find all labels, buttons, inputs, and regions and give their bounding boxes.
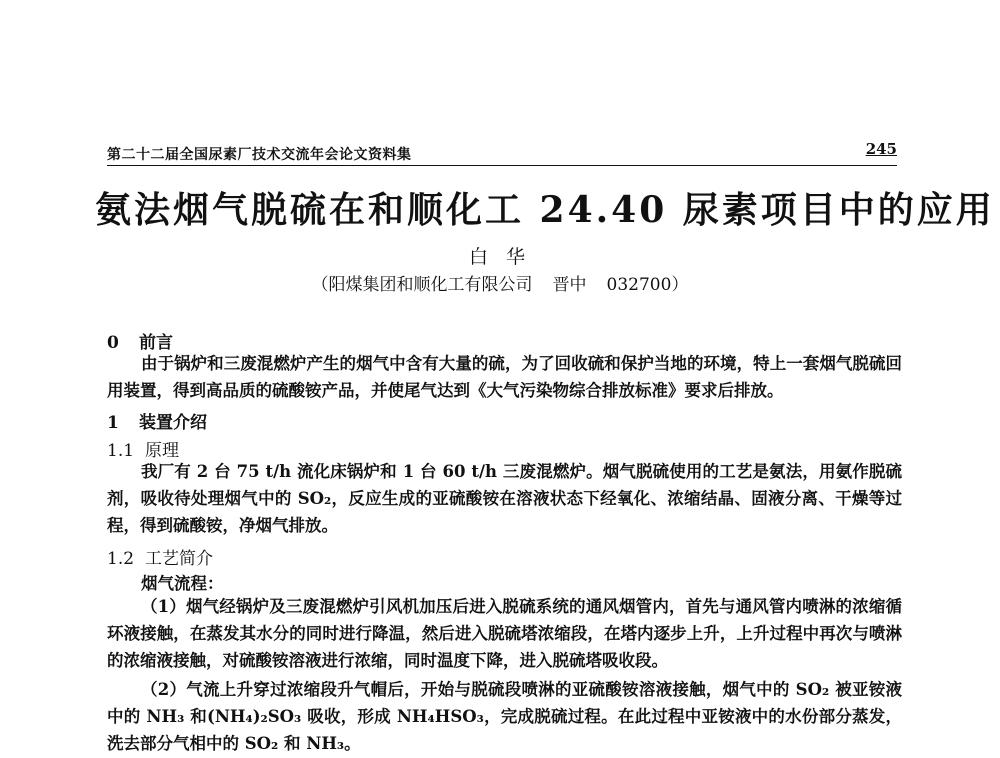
- section-number: 1.2: [107, 549, 135, 569]
- paragraph-step-1: [107, 593, 902, 674]
- section-title: 工艺简介: [145, 549, 213, 569]
- page-number: 245: [865, 140, 897, 158]
- paragraph-step-2: [107, 676, 902, 757]
- affiliation: [0, 270, 1000, 295]
- section-number: 1: [107, 413, 119, 433]
- flow-label: 烟气流程：: [141, 574, 224, 593]
- affiliation-postcode: 032700）: [606, 275, 689, 295]
- proceedings-title: 第二十二届全国尿素厂技术交流年会论文资料集: [107, 147, 412, 163]
- paragraph-text: （1）烟气经锅炉及三废混燃炉引风机加压后进入脱硫系统的通风烟管内，首先与通风管内喷淋的浓缩循环液接触，在蒸发其水分的同时进行降温，然后进入脱硫塔浓缩段，在塔内逐步上升，上升过程中再次与喷淋的浓缩液接触，对硫酸铵溶液进行浓缩，同时温度下降，进入脱硫塔吸收段。: [107, 597, 902, 670]
- section-title: 原理: [145, 441, 179, 461]
- section-number: 1.1: [107, 441, 135, 461]
- paragraph-text: 我厂有 2 台 75 t/h 流化床锅炉和 1 台 60 t/h 三废混燃炉。烟气脱硫使用的工艺是氨法，用氨作脱硫剂，吸收待处理烟气中的 SO₂，反应生成的亚硫酸铵在溶液状态下经氧化、浓缩结晶、固液分离、干燥等过程，得到硫酸铵，净烟气排放。: [107, 462, 902, 535]
- paragraph-text: 由于锅炉和三废混燃炉产生的烟气中含有大量的硫，为了回收硫和保护当地的环境，特上一套烟气脱硫回用装置，得到高品质的硫酸铵产品，并使尾气达到《大气污染物综合排放标准》要求后排放。: [107, 354, 902, 400]
- affiliation-place: 晋中: [552, 275, 587, 295]
- running-header: [107, 140, 897, 164]
- section-heading-1: [107, 408, 207, 433]
- section-heading-1-2: [107, 544, 213, 569]
- section-title: 装置介绍: [139, 413, 207, 433]
- author-name: 白 华: [468, 246, 532, 268]
- section-title: 前言: [139, 333, 173, 353]
- affiliation-org: （阳煤集团和顺化工有限公司: [311, 275, 533, 295]
- header-rule: [107, 165, 897, 166]
- paragraph-intro: [107, 350, 902, 404]
- paragraph-text: （2）气流上升穿过浓缩段升气帽后，开始与脱硫段喷淋的亚硫酸铵溶液接触，烟气中的 SO₂ 被亚铵液中的 NH₃ 和(NH₄)₂SO₃ 吸收，形成 NH₄HSO₃，完成脱硫过程。在此过程中亚铵液中的水份部分蒸发，洗去部分气相中的 SO₂ 和 NH₃。: [107, 680, 902, 753]
- section-number: 0: [107, 333, 119, 353]
- paper-title: 氨法烟气脱硫在和顺化工 24.40 尿素项目中的应用: [95, 189, 995, 231]
- paragraph-principle: [107, 458, 902, 539]
